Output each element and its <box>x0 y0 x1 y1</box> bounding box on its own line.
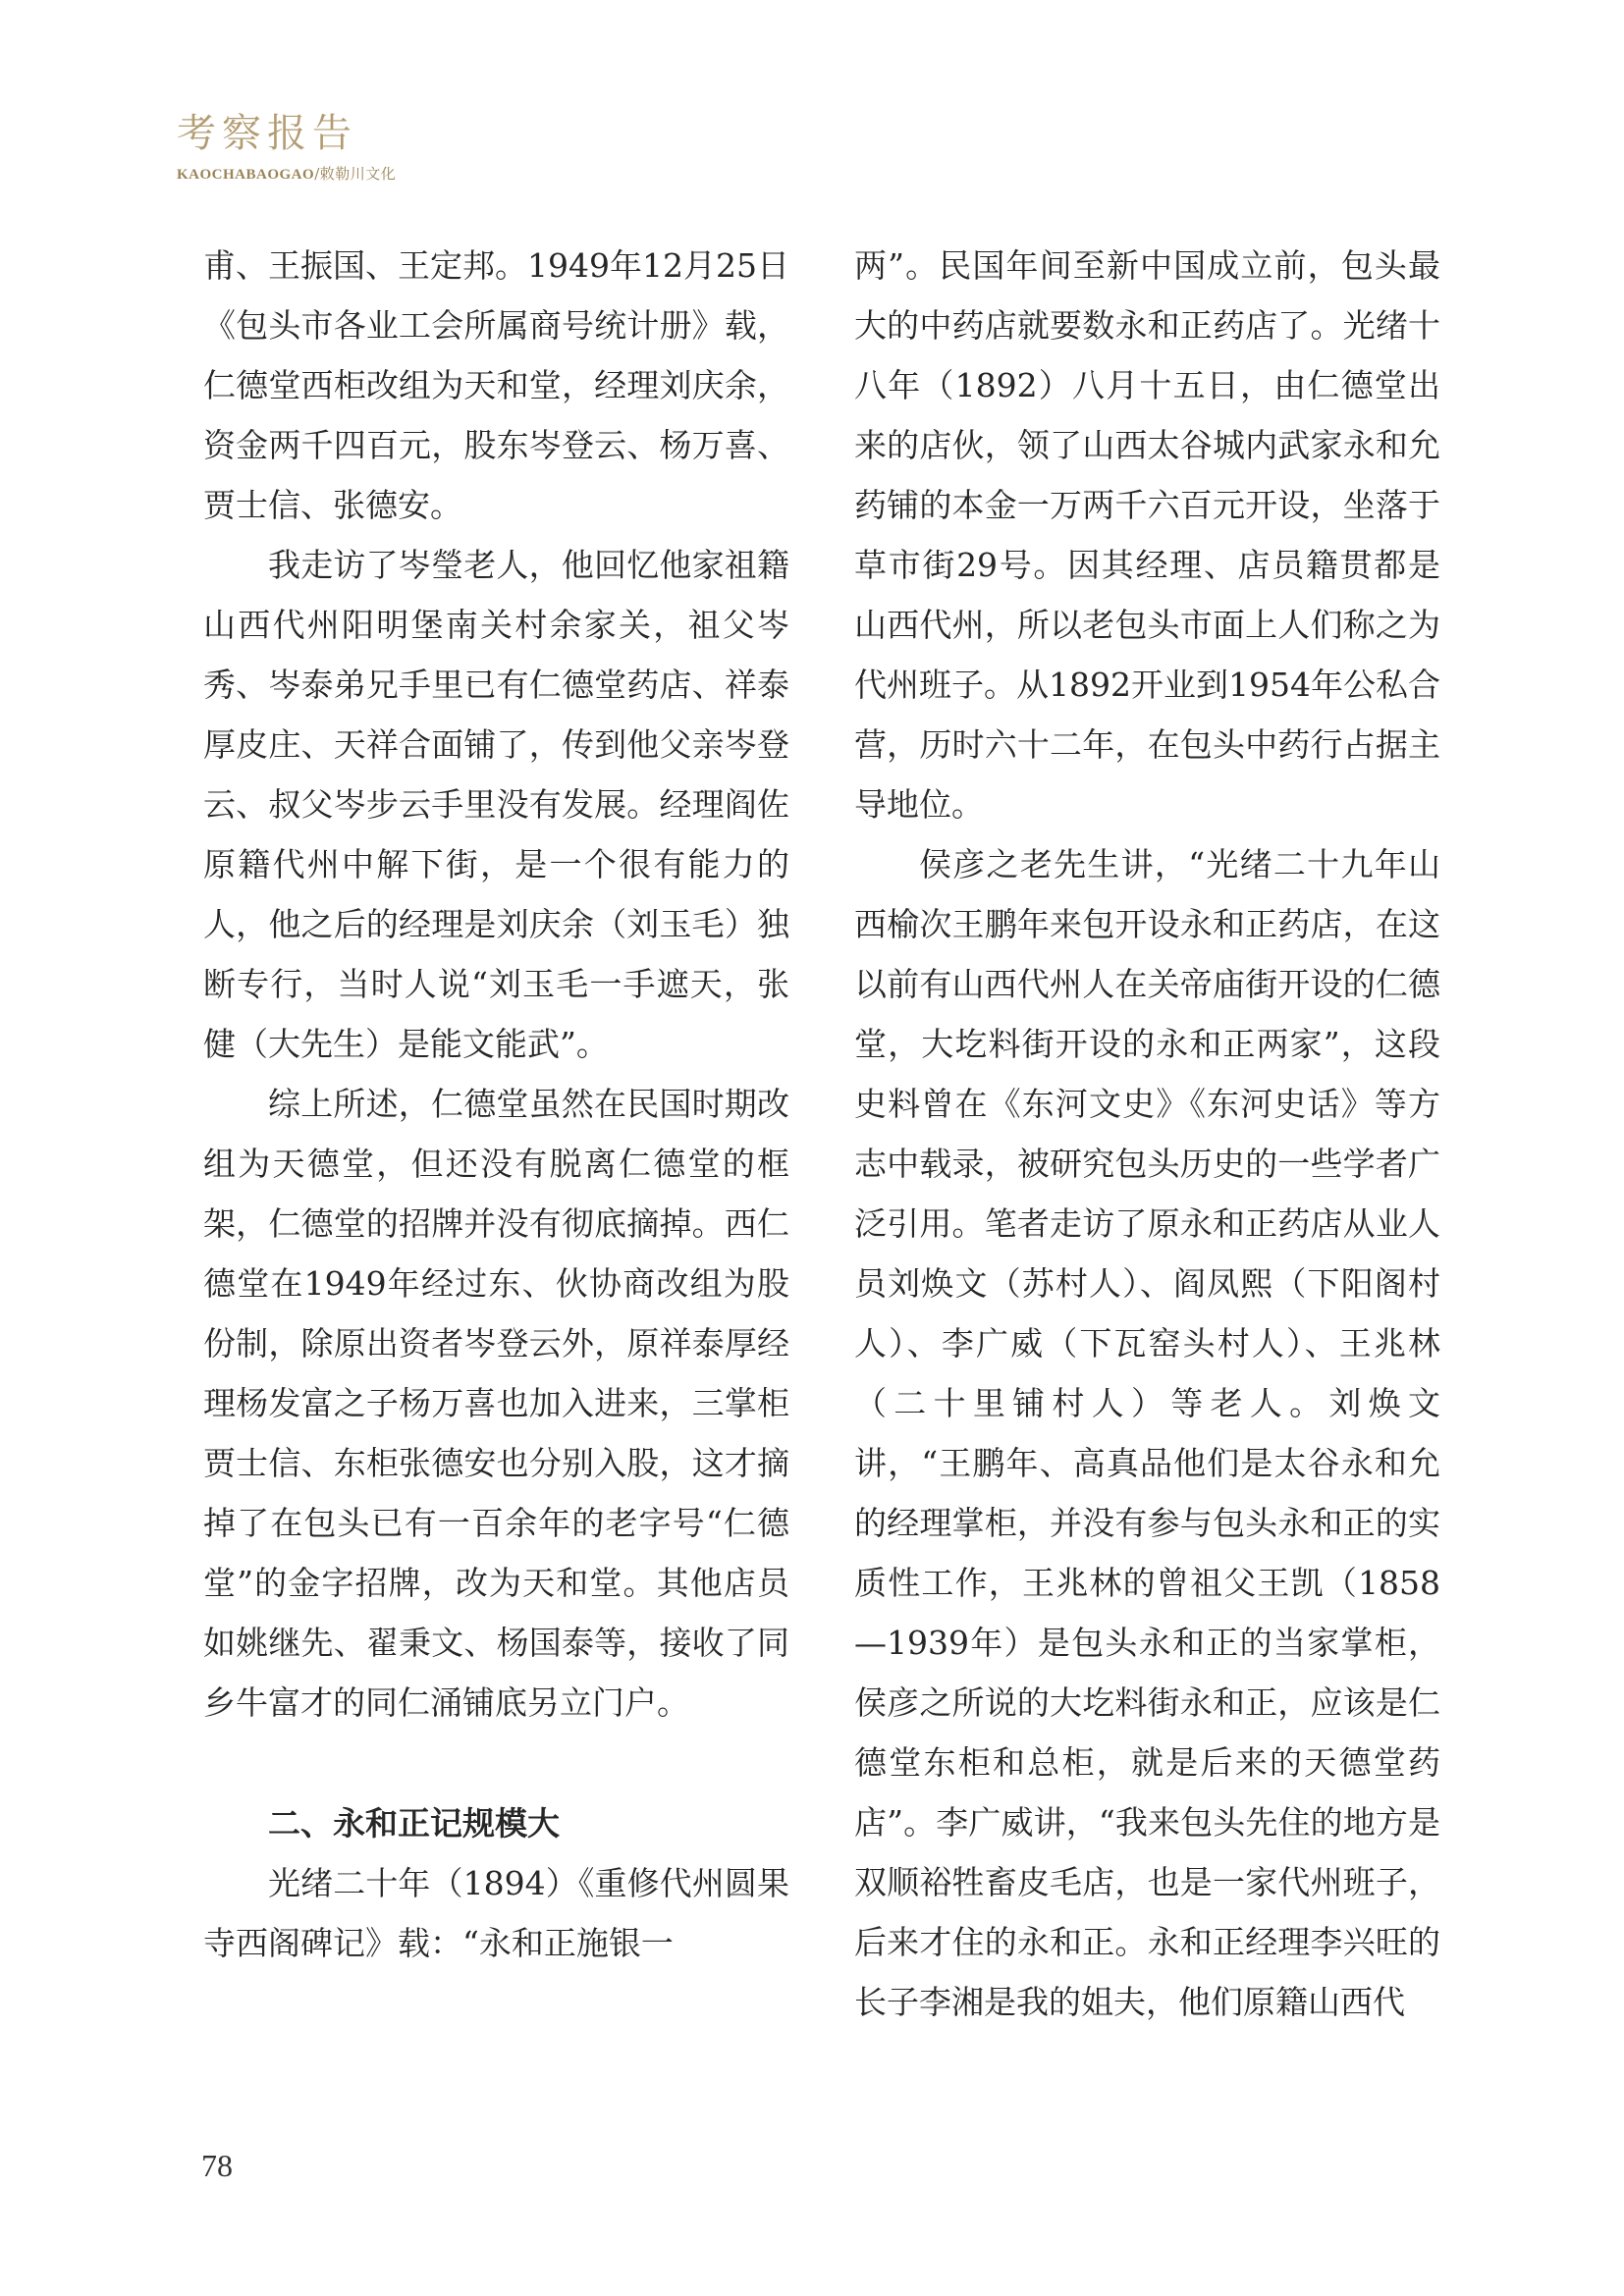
paragraph: 我走访了岑瑩老人，他回忆他家祖籍山西代州阳明堡南关村余家关，祖父岑秀、岑泰弟兄手里已有仁德堂药店、祥泰厚皮庄、天祥合面铺了，传到他父亲岑登云、叔父岑步云手里没有发展。经理阎佐原籍代州中解下街，是一个很有能力的人，他之后的经理是刘庆余（刘玉毛）独断专行，当时人说“刘玉毛一手遮天，张健（大先生）是能文能武”。 <box>203 546 789 1063</box>
paragraph: 综上所述，仁德堂虽然在民国时期改组为天德堂，但还没有脱离仁德堂的框架，仁德堂的招牌并没有彻底摘掉。西仁德堂在1949年经过东、伙协商改组为股份制，除原出资者岑登云外，原祥泰厚经理杨发富之子杨万喜也加入进来，三掌柜贾士信、东柜张德安也分别入股，这才摘掉了在包头已有一百余年的老字号“仁德堂”的金字招牌，改为天和堂。其他店员如姚继先、翟秉文、杨国泰等，接收了同乡牛富才的同仁涌铺底另立门户。 <box>203 1085 789 1722</box>
page-number: 78 <box>201 2148 233 2183</box>
section-heading: 二、永和正记规模大 <box>268 1804 560 1842</box>
subtitle-separator: / <box>314 165 320 183</box>
paragraph: 光绪二十年（1894）《重修代州圆果寺西阁碑记》载：“永和正施银一 <box>203 1864 789 1962</box>
subtitle-cn: 敕勒川文化 <box>319 165 397 183</box>
paragraph: 两”。民国年间至新中国成立前，包头最大的中药店就要数永和正药店了。光绪十八年（1892）八月十五日，由仁德堂出来的店伙，领了山西太谷城内武家永和允药铺的本金一万两千六百元开设，坐落于草市街29号。因其经理、店员籍贯都是山西代州，所以老包头市面上人们称之为代州班子。从1892开业到1954年公私合营，历时六十二年，在包头中药行占据主导地位。 <box>854 246 1440 824</box>
section-subtitle <box>177 163 396 184</box>
subtitle-latin: KAOCHABAOGAO <box>177 167 315 183</box>
paragraph: 甫、王振国、王定邦。1949年12月25日《包头市各业工会所属商号统计册》载，仁德堂西柜改组为天和堂，经理刘庆余，资金两千四百元，股东岑登云、杨万喜、贾士信、张德安。 <box>203 246 789 524</box>
running-header <box>177 111 397 184</box>
section-title: 考察报告 <box>177 111 357 156</box>
left-column <box>203 236 789 1973</box>
paragraph: 侯彦之老先生讲，“光绪二十九年山西榆次王鹏年来包开设永和正药店，在这以前有山西代州人在关帝庙街开设的仁德堂，大圪料街开设的永和正两家”，这段史料曾在《东河文史》《东河史话》等方志中载录，被研究包头历史的一些学者广泛引用。笔者走访了原永和正药店从业人员刘焕文（苏村人）、阎凤熙（下阳阁村人）、李广威（下瓦窑头村人）、王兆林（二十里铺村人）等老人。刘焕文讲，“王鹏年、高真品他们是太谷永和允的经理掌柜，并没有参与包头永和正的实质性工作，王兆林的曾祖父王凯（1858—1939年）是包头永和正的当家掌柜，侯彦之所说的大圪料街永和正，应该是仁德堂东柜和总柜，就是后来的天德堂药店”。李广威讲，“我来包头先住的地方是双顺裕牲畜皮毛店，也是一家代州班子，后来才住的永和正。永和正经理李兴旺的长子李湘是我的姐夫，他们原籍山西代 <box>854 845 1440 2021</box>
right-column <box>854 236 1440 2032</box>
